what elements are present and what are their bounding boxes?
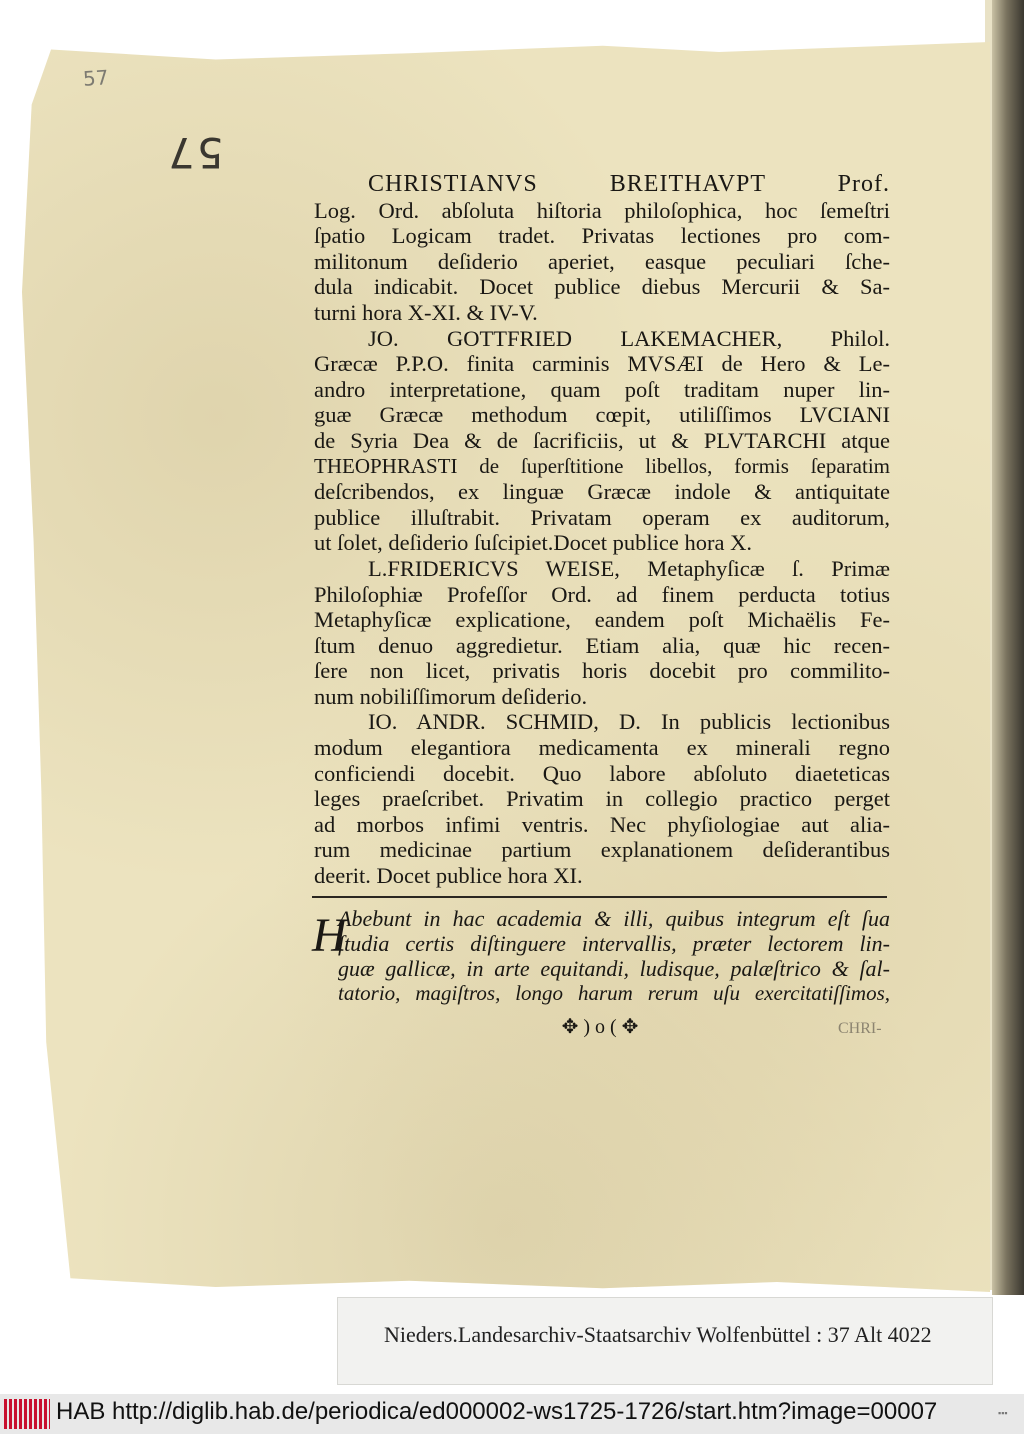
- text-line: THEOPHRASTI de ſuperſtitione libellos, formis ſeparatim: [314, 453, 890, 478]
- text-line: turni hora X-XI. & IV-V.: [314, 299, 538, 325]
- footer-line: guæ gallicæ, in arte equitandi, ludisque, palæſtrico & ſal-: [338, 956, 890, 981]
- text-line: num nobiliſſimorum deſiderio.: [314, 683, 588, 709]
- text-line: ut ſolet, deſiderio ſuſcipiet.Docet publice hora X.: [314, 530, 752, 556]
- text-line: guæ Græcæ methodum cœpit, utiliſſimos LVCIANI: [314, 402, 890, 428]
- text-line: modum elegantiora medicamenta ex minerali regno: [314, 735, 890, 761]
- text-line: publice illuſtrabit. Privatam operam ex auditorum,: [314, 504, 890, 530]
- text-line: militonum deſiderio aperiet, easque peculiari ſche-: [314, 248, 890, 274]
- hab-logo-icon: [4, 1399, 50, 1429]
- text-line: ſtum denuo aggredietur. Etiam alia, quæ hic recen-: [314, 632, 890, 658]
- text-line: ad morbos infimi ventris. Nec phyſiologiae aut alia-: [314, 811, 890, 837]
- text-line: conficiendi docebit. Quo labore abſoluto diaeteticas: [314, 760, 890, 786]
- pencil-page-note: 57: [82, 65, 110, 91]
- text-line: leges praeſcribet. Privatim in collegio practico perget: [314, 786, 890, 812]
- text-line: IO. ANDR. SCHMID, D. In publicis lectionibus: [368, 709, 890, 735]
- footer-line: Abebunt in hac academia & illi, quibus integrum eſt ſua: [338, 906, 890, 931]
- text-line: dula indicabit. Docet publice diebus Mercurii & Sa-: [314, 274, 890, 300]
- text-line: de Syria Dea & de ſacrificiis, ut & PLVTARCHI atque: [314, 427, 890, 453]
- text-line: ſpatio Logicam tradet. Privatas lectiones pro com-: [314, 223, 890, 249]
- ink-page-note: 57: [166, 128, 224, 177]
- footer-text: [338, 906, 890, 1006]
- url-dots: ▪▪▪: [998, 1408, 1008, 1418]
- footer-line: tatorio, magiſtros, longo harum rerum uſu exercitatiſſimos,: [338, 981, 890, 1005]
- text-line: Log. Ord. abſoluta hiſtoria philoſophica, hoc ſemeſtri: [314, 197, 890, 223]
- section-divider: [312, 896, 887, 898]
- text-line: Græcæ P.P.O. finita carminis MVSÆI de Hero & Le-: [314, 351, 890, 377]
- archive-label: Nieders.Landesarchiv-Staatsarchiv Wolfenbüttel : 37 Alt 4022: [384, 1322, 932, 1347]
- text-line: JO. GOTTFRIED LAKEMACHER, Philol.: [368, 325, 890, 351]
- text-line: rum medicinae partium explanationem deſiderantibus: [314, 837, 890, 863]
- text-line: L.FRIDERICVS WEISE, Metaphyſicæ ſ. Primæ: [368, 555, 890, 581]
- footer-line: ſtudia certis diſtinguere intervallis, præter lectorem lin-: [338, 931, 890, 956]
- drop-cap: H: [312, 909, 347, 962]
- text-line: deſcribendos, ex linguæ Græcæ indole & antiquitate: [314, 479, 890, 505]
- url-text[interactable]: HAB http://diglib.hab.de/periodica/ed000002-ws1725-1726/start.htm?image=00007: [56, 1398, 938, 1425]
- catchword: CHRI-: [838, 1020, 882, 1037]
- text-line: Philoſophiæ Profeſſor Ord. ad finem perducta totius: [314, 581, 890, 607]
- text-line: Metaphyſicæ explicatione, eandem poſt Michaëlis Fe-: [314, 607, 890, 633]
- book-gutter: [992, 0, 1024, 1295]
- text-line: CHRISTIANVS BREITHAVPT Prof.: [368, 171, 890, 197]
- main-text: [314, 172, 890, 889]
- text-line: ſere non licet, privatis horis docebit pro commilito-: [314, 658, 890, 684]
- text-line: andro interpretatione, quam poſt traditam nuper lin-: [314, 376, 890, 402]
- text-line: deerit. Docet publice hora XI.: [314, 863, 583, 889]
- ornament: ✥ ) o ( ✥: [561, 1016, 639, 1038]
